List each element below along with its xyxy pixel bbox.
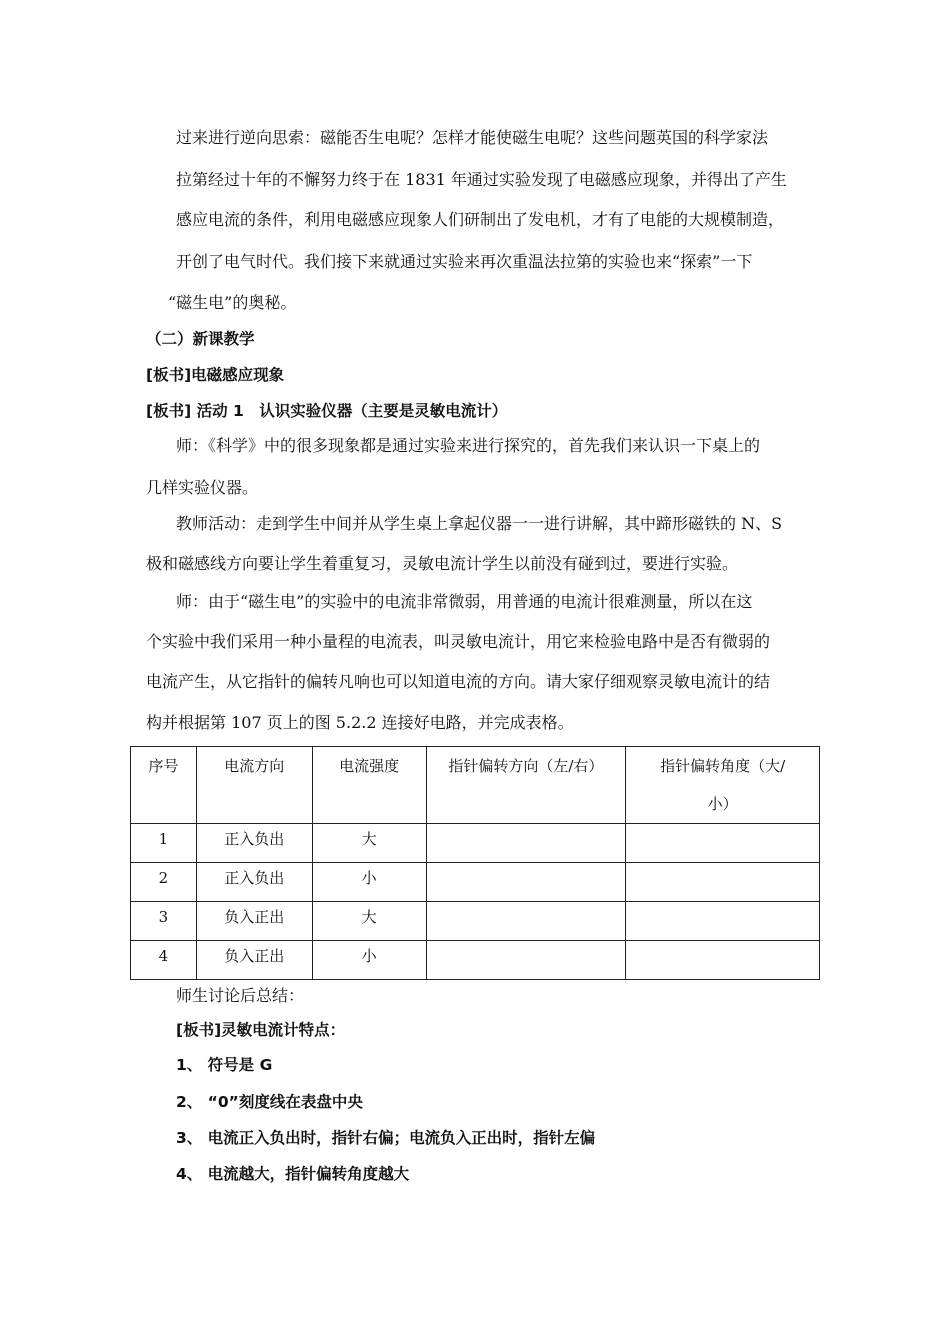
table-cell: 大 [312,902,426,941]
table-cell: 小 [312,863,426,902]
text-line: 几样实验仪器。 [146,478,259,497]
table-cell: 大 [312,824,426,863]
table-cell[interactable] [626,824,820,863]
table-cell[interactable] [626,902,820,941]
text-line: 教师活动：走到学生中间并从学生桌上拿起仪器一一进行讲解，其中蹄形磁铁的 N、S [176,514,783,533]
table-cell[interactable] [626,863,820,902]
header-cell: 序号 [131,747,197,824]
board-heading: [板书]电磁感应现象 [146,366,285,384]
table-cell: 3 [131,902,197,941]
text-line: 感应电流的条件，利用电磁感应现象人们研制出了发电机，才有了电能的大规模制造， [176,210,785,229]
text-line: 开创了电气时代。我们接下来就通过实验来再次重温法拉第的实验也来“探索”一下 [176,252,753,271]
header-text: 小） [707,795,738,813]
text-line: 过来进行逆向思索：磁能否生电呢？怎样才能使磁生电呢？这些问题英国的科学家法 [176,128,769,147]
text-line: 个实验中我们采用一种小量程的电流表，叫灵敏电流计，用它来检验电路中是否有微弱的 [146,632,771,651]
header-cell: 电流强度 [312,747,426,824]
list-item: 1、 符号是 G [176,1056,273,1074]
board-heading: [板书]灵敏电流计特点： [176,1021,346,1039]
table-header-row [131,747,820,824]
table-row [131,863,820,902]
table-cell: 4 [131,941,197,980]
table-cell[interactable] [626,941,820,980]
table-row [131,824,820,863]
header-cell: 指针偏转方向（左/右） [426,747,626,824]
text-line: 构并根据第 107 页上的图 5.2.2 连接好电路，并完成表格。 [146,713,574,732]
text-line: 极和磁感线方向要让学生着重复习，灵敏电流计学生以前没有碰到过，要进行实验。 [146,554,739,573]
table-cell[interactable] [426,902,626,941]
section-title: （二）新课教学 [146,330,255,348]
header-text: 指针偏转角度（大/ [660,757,786,775]
table-cell: 负入正出 [196,902,312,941]
table-cell: 2 [131,863,197,902]
table-cell: 正入负出 [196,824,312,863]
text-line: “磁生电”的奥秘。 [168,293,297,312]
header-cell: 电流方向 [196,747,312,824]
text-line: 电流产生，从它指针的偏转凡响也可以知道电流的方向。请大家仔细观察灵敏电流计的结 [146,672,771,691]
table-row [131,941,820,980]
list-item: 4、 电流越大，指针偏转角度越大 [176,1165,410,1183]
table-row [131,902,820,941]
list-item: 3、 电流正入负出时，指针右偏；电流负入正出时，指针左偏 [176,1129,596,1147]
board-heading: [板书] 活动 1 认识实验仪器（主要是灵敏电流计） [146,402,508,420]
table-cell[interactable] [426,824,626,863]
experiment-table [130,746,820,980]
table-cell[interactable] [426,941,626,980]
text-line: 师：《科学》中的很多现象都是通过实验来进行探究的，首先我们来认识一下桌上的 [176,436,761,455]
table-cell: 负入正出 [196,941,312,980]
text-line: 拉第经过十年的不懈努力终于在 1831 年通过实验发现了电磁感应现象，并得出了产生 [176,170,787,189]
list-item: 2、 “0”刻度线在表盘中央 [176,1093,363,1111]
header-cell [626,747,820,824]
table-cell: 1 [131,824,197,863]
table-cell: 正入负出 [196,863,312,902]
summary-intro: 师生讨论后总结： [176,986,305,1005]
table-cell[interactable] [426,863,626,902]
table-cell: 小 [312,941,426,980]
text-line: 师：由于“磁生电”的实验中的电流非常微弱，用普通的电流计很难测量，所以在这 [176,592,753,611]
